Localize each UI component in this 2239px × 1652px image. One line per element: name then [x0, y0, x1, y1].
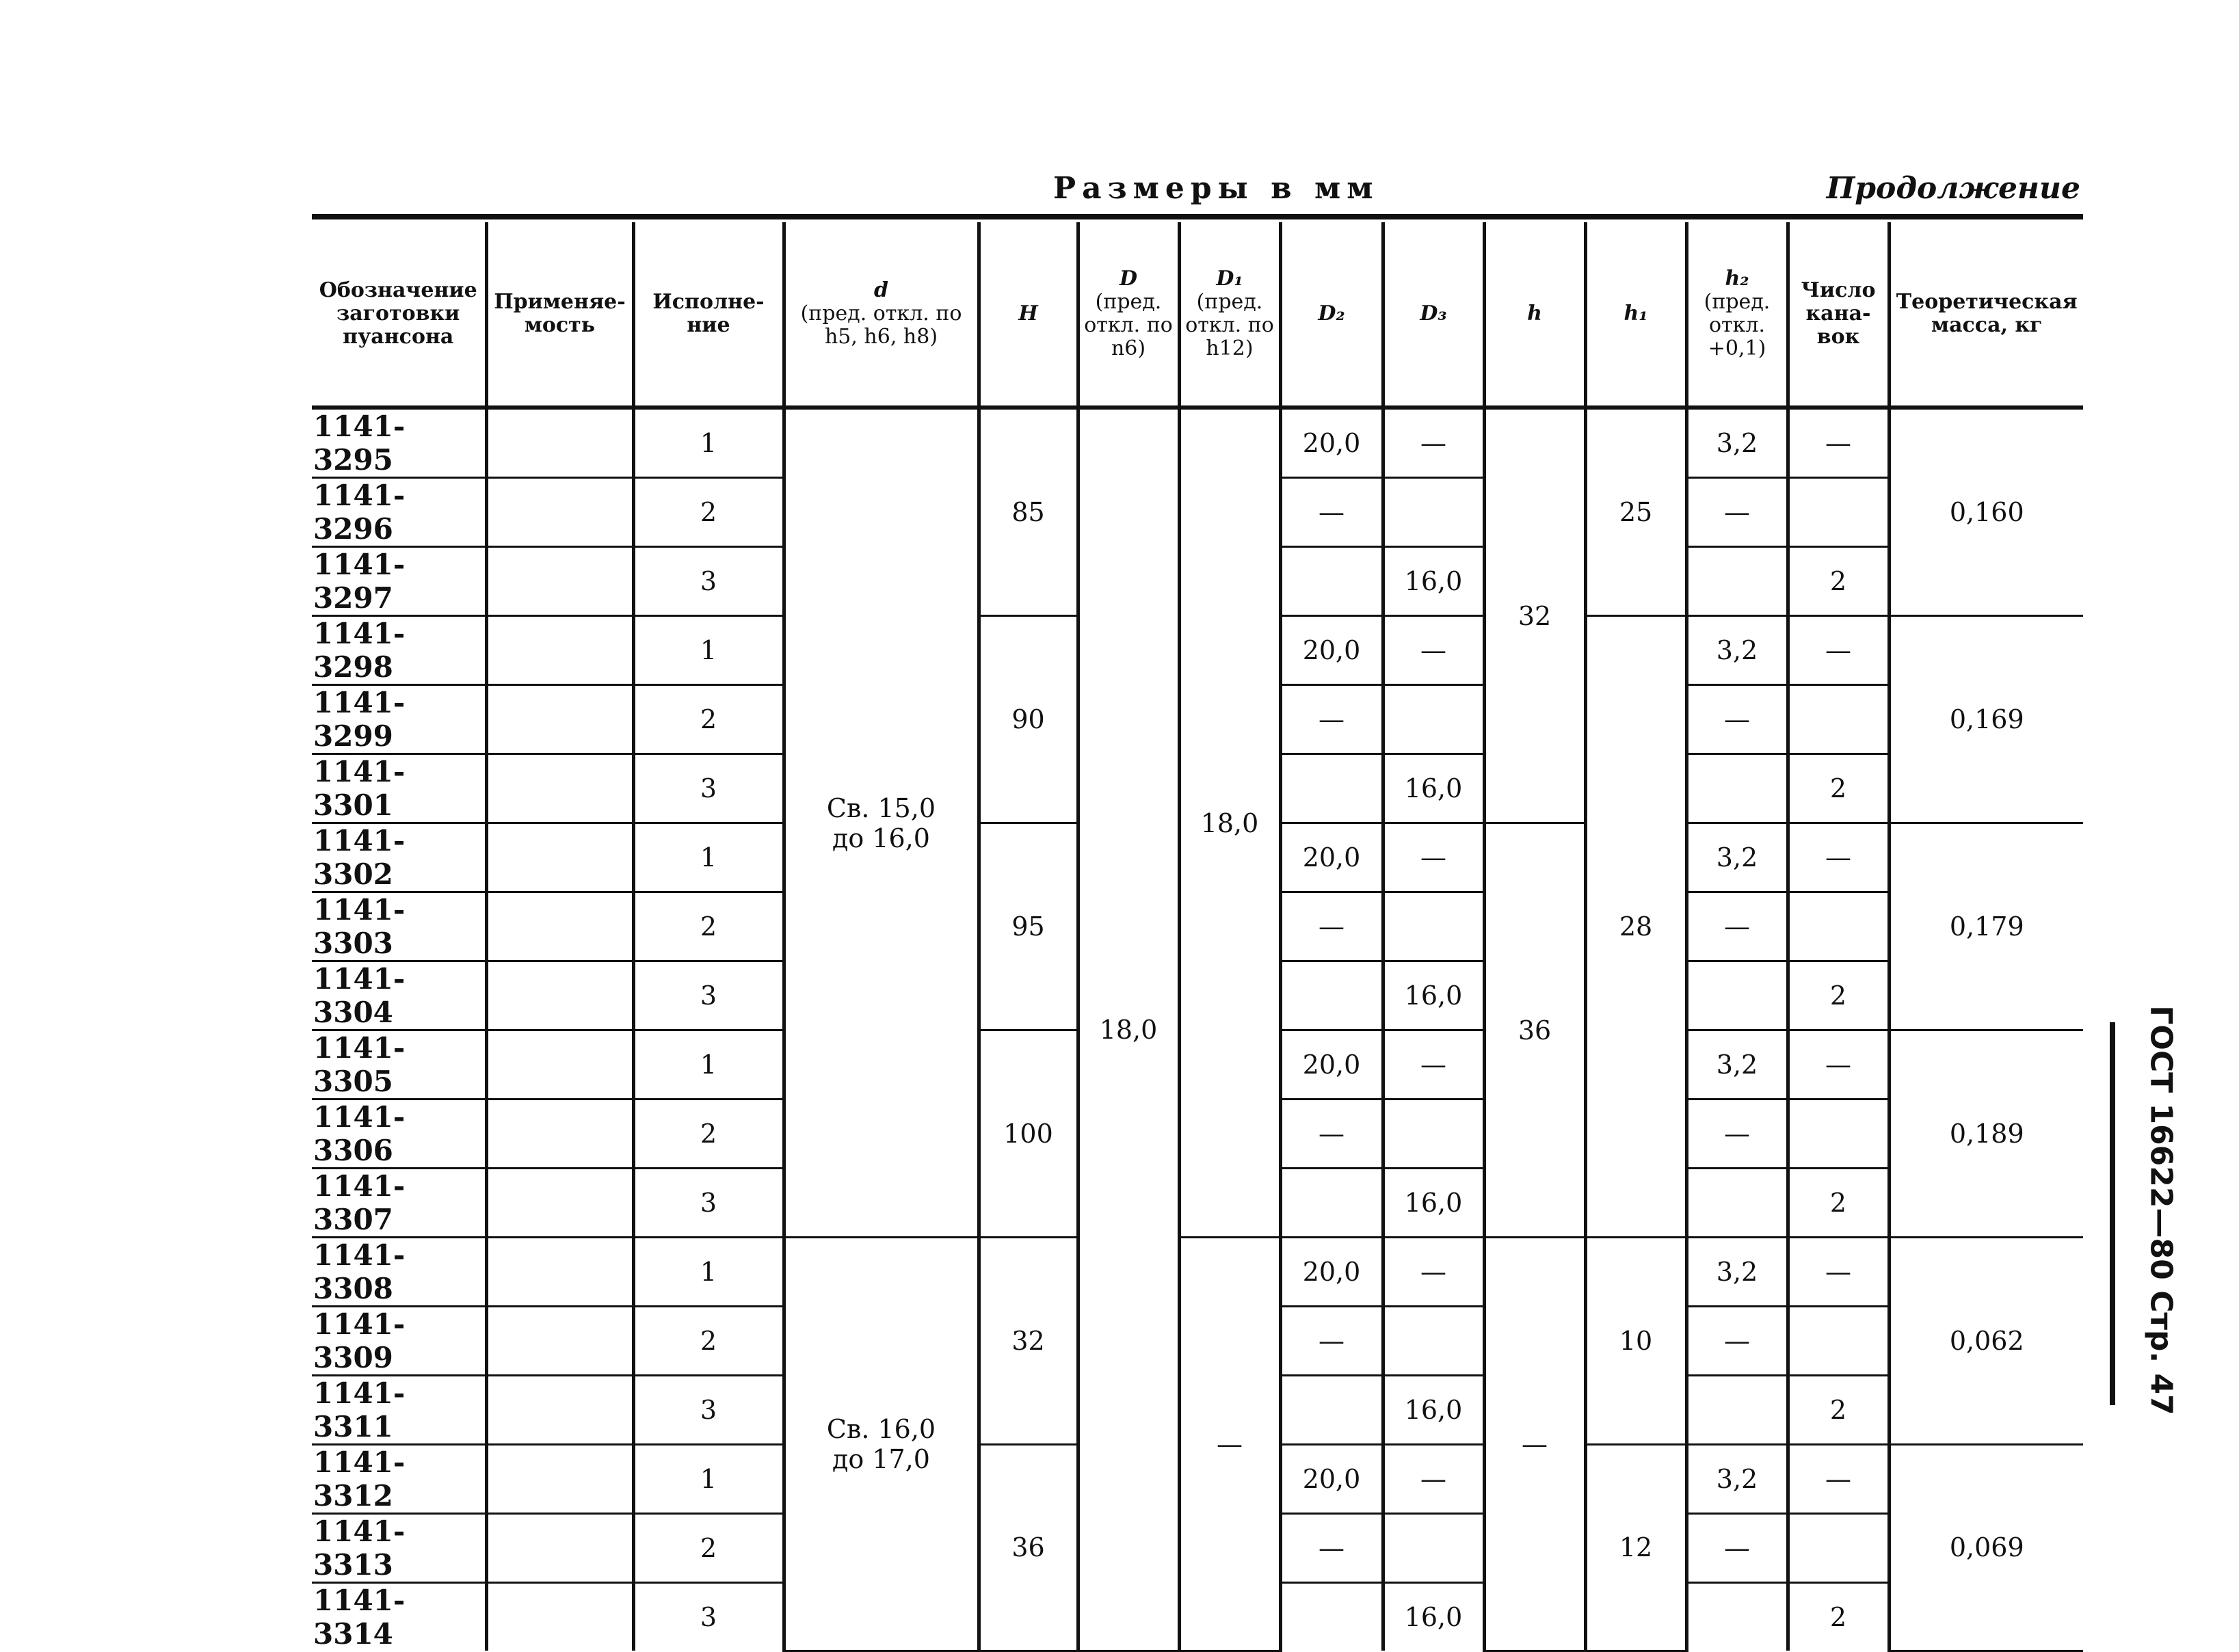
- column-header-sub: (пред. откл. по n6): [1084, 290, 1173, 360]
- column-header-2: [633, 222, 784, 408]
- page-title: Размеры в мм: [1053, 171, 1379, 206]
- h2-cell: 3,2: [1686, 408, 1788, 478]
- side-label-text: ГОСТ 16622—80 Стр. 47: [2143, 1005, 2179, 1415]
- D3-cell: —: [1383, 1238, 1484, 1307]
- d-cell: Св. 16,0 до 17,0: [784, 1238, 979, 1651]
- applicability-cell: [486, 892, 633, 961]
- column-header-12: [1788, 222, 1889, 408]
- column-header-label: Число кана-вок: [1801, 278, 1876, 349]
- applicability-cell: [486, 1169, 633, 1238]
- D3-cell: —: [1383, 408, 1484, 478]
- D2-cell: [1280, 961, 1383, 1030]
- D3-cell: [1383, 1307, 1484, 1376]
- H-cell: 90: [979, 616, 1078, 823]
- applicability-cell: [486, 478, 633, 547]
- grooves-cell: [1788, 892, 1889, 961]
- column-header-label: H: [1018, 302, 1038, 325]
- applicability-cell: [486, 1238, 633, 1307]
- applicability-cell: [486, 1100, 633, 1169]
- column-header-label: h: [1527, 302, 1542, 325]
- column-header-label: Обозначение заготовки пуансона: [319, 278, 477, 349]
- applicability-cell: [486, 1514, 633, 1583]
- column-header-sub: (пред. откл. по h5, h6, h8): [800, 302, 962, 349]
- column-header-label: Исполне-ние: [652, 290, 765, 337]
- D3-cell: 16,0: [1383, 754, 1484, 823]
- D3-cell: [1383, 685, 1484, 754]
- h-cell: —: [1484, 1238, 1585, 1651]
- table-row: [312, 408, 2083, 478]
- designation-cell: 1141-3301: [312, 754, 486, 823]
- D1-cell: 18,0: [1179, 408, 1280, 1238]
- D3-cell: [1383, 1514, 1484, 1583]
- h1-cell: 12: [1585, 1445, 1686, 1651]
- designation-cell: 1141-3307: [312, 1169, 486, 1238]
- variant-cell: 3: [633, 1376, 784, 1445]
- designation-cell: 1141-3306: [312, 1100, 486, 1169]
- variant-cell: 1: [633, 408, 784, 478]
- designation-cell: 1141-3309: [312, 1307, 486, 1376]
- D3-cell: [1383, 1100, 1484, 1169]
- h2-cell: —: [1686, 1100, 1788, 1169]
- h2-cell: 3,2: [1686, 616, 1788, 685]
- designation-cell: 1141-3296: [312, 478, 486, 547]
- column-header-4: [979, 222, 1078, 408]
- designation-cell: 1141-3308: [312, 1238, 486, 1307]
- grooves-cell: 2: [1788, 961, 1889, 1030]
- applicability-cell: [486, 1030, 633, 1100]
- designation-cell: 1141-3302: [312, 823, 486, 892]
- column-header-sub: (пред. откл. по h12): [1185, 290, 1274, 360]
- h2-cell: —: [1686, 1307, 1788, 1376]
- variant-cell: 3: [633, 754, 784, 823]
- grooves-cell: 2: [1788, 1376, 1889, 1445]
- D1-cell: —: [1179, 1238, 1280, 1651]
- applicability-cell: [486, 961, 633, 1030]
- D3-cell: —: [1383, 1030, 1484, 1100]
- variant-cell: 1: [633, 1030, 784, 1100]
- D2-cell: —: [1280, 478, 1383, 547]
- designation-cell: 1141-3305: [312, 1030, 486, 1100]
- mass-cell: 0,179: [1889, 823, 2083, 1030]
- D3-cell: [1383, 478, 1484, 547]
- D3-cell: 16,0: [1383, 1376, 1484, 1445]
- variant-cell: 1: [633, 616, 784, 685]
- variant-cell: 3: [633, 547, 784, 616]
- applicability-cell: [486, 754, 633, 823]
- spec-table: [312, 222, 2083, 1652]
- column-header-0: [312, 222, 486, 408]
- D2-cell: 20,0: [1280, 1445, 1383, 1514]
- column-header-13: [1889, 222, 2083, 408]
- h1-cell: 10: [1585, 1238, 1686, 1445]
- grooves-cell: [1788, 685, 1889, 754]
- designation-cell: 1141-3298: [312, 616, 486, 685]
- mass-cell: 0,160: [1889, 408, 2083, 616]
- side-label: [2141, 1005, 2182, 1415]
- variant-cell: 1: [633, 823, 784, 892]
- D2-cell: —: [1280, 1307, 1383, 1376]
- column-header-6: [1179, 222, 1280, 408]
- applicability-cell: [486, 1445, 633, 1514]
- variant-cell: 2: [633, 478, 784, 547]
- D3-cell: 16,0: [1383, 961, 1484, 1030]
- column-header-5: [1078, 222, 1179, 408]
- D3-cell: —: [1383, 616, 1484, 685]
- applicability-cell: [486, 685, 633, 754]
- h2-cell: 3,2: [1686, 1030, 1788, 1100]
- column-header-label: h₂: [1725, 267, 1749, 291]
- column-header-label: D₁: [1216, 267, 1243, 291]
- mass-cell: 0,069: [1889, 1445, 2083, 1651]
- column-header-label: Применяе-мость: [494, 290, 626, 337]
- applicability-cell: [486, 1307, 633, 1376]
- grooves-cell: [1788, 1100, 1889, 1169]
- designation-cell: 1141-3312: [312, 1445, 486, 1514]
- d-cell: Св. 15,0 до 16,0: [784, 408, 979, 1238]
- D3-cell: 16,0: [1383, 1583, 1484, 1651]
- grooves-cell: 2: [1788, 754, 1889, 823]
- grooves-cell: —: [1788, 1238, 1889, 1307]
- column-header-9: [1484, 222, 1585, 408]
- D2-cell: 20,0: [1280, 408, 1383, 478]
- table-body: [312, 408, 2083, 1651]
- D2-cell: 20,0: [1280, 823, 1383, 892]
- column-header-7: [1280, 222, 1383, 408]
- column-header-sub: (пред. откл. +0,1): [1704, 290, 1771, 360]
- grooves-cell: —: [1788, 1030, 1889, 1100]
- h2-cell: 3,2: [1686, 1238, 1788, 1307]
- column-header-1: [486, 222, 633, 408]
- variant-cell: 3: [633, 1583, 784, 1651]
- column-header-label: d: [874, 278, 888, 302]
- D2-cell: —: [1280, 892, 1383, 961]
- h2-cell: [1686, 754, 1788, 823]
- designation-cell: 1141-3304: [312, 961, 486, 1030]
- column-header-label: h₁: [1624, 302, 1648, 325]
- column-header-8: [1383, 222, 1484, 408]
- D2-cell: [1280, 754, 1383, 823]
- D2-cell: 20,0: [1280, 616, 1383, 685]
- h1-cell: 28: [1585, 616, 1686, 1238]
- D2-cell: [1280, 1376, 1383, 1445]
- designation-cell: 1141-3314: [312, 1583, 486, 1651]
- grooves-cell: —: [1788, 616, 1889, 685]
- h2-cell: [1686, 1376, 1788, 1445]
- D2-cell: —: [1280, 1100, 1383, 1169]
- mass-cell: 0,169: [1889, 616, 2083, 823]
- grooves-cell: [1788, 1514, 1889, 1583]
- column-header-11: [1686, 222, 1788, 408]
- mass-cell: 0,189: [1889, 1030, 2083, 1238]
- designation-cell: 1141-3311: [312, 1376, 486, 1445]
- variant-cell: 1: [633, 1445, 784, 1514]
- grooves-cell: [1788, 1307, 1889, 1376]
- D2-cell: [1280, 1583, 1383, 1651]
- D2-cell: —: [1280, 685, 1383, 754]
- applicability-cell: [486, 547, 633, 616]
- variant-cell: 3: [633, 961, 784, 1030]
- grooves-cell: [1788, 478, 1889, 547]
- D2-cell: [1280, 547, 1383, 616]
- h2-cell: 3,2: [1686, 823, 1788, 892]
- h2-cell: [1686, 1169, 1788, 1238]
- designation-cell: 1141-3297: [312, 547, 486, 616]
- h2-cell: 3,2: [1686, 1445, 1788, 1514]
- grooves-cell: —: [1788, 823, 1889, 892]
- applicability-cell: [486, 616, 633, 685]
- D2-cell: 20,0: [1280, 1238, 1383, 1307]
- continuation-label: Продолжение: [1826, 171, 2080, 206]
- applicability-cell: [486, 408, 633, 478]
- column-header-label: Теоретическая масса, кг: [1896, 290, 2078, 337]
- H-cell: 95: [979, 823, 1078, 1030]
- designation-cell: 1141-3313: [312, 1514, 486, 1583]
- h2-cell: [1686, 961, 1788, 1030]
- page-header: [0, 0, 2239, 219]
- grooves-cell: 2: [1788, 1583, 1889, 1651]
- h2-cell: —: [1686, 1514, 1788, 1583]
- h-cell: 32: [1484, 408, 1585, 823]
- table-row: [312, 1238, 2083, 1307]
- D3-cell: —: [1383, 823, 1484, 892]
- applicability-cell: [486, 1376, 633, 1445]
- D3-cell: —: [1383, 1445, 1484, 1514]
- grooves-cell: —: [1788, 1445, 1889, 1514]
- H-cell: 100: [979, 1030, 1078, 1238]
- variant-cell: 2: [633, 1307, 784, 1376]
- column-header-3: [784, 222, 979, 408]
- D3-cell: 16,0: [1383, 547, 1484, 616]
- D3-cell: [1383, 892, 1484, 961]
- D2-cell: [1280, 1169, 1383, 1238]
- column-header-label: D: [1119, 267, 1137, 291]
- H-cell: 36: [979, 1445, 1078, 1651]
- variant-cell: 2: [633, 1514, 784, 1583]
- top-rule: [312, 214, 2083, 219]
- h2-cell: [1686, 1583, 1788, 1651]
- column-header-label: D₂: [1318, 302, 1345, 325]
- D2-cell: —: [1280, 1514, 1383, 1583]
- mass-cell: 0,062: [1889, 1238, 2083, 1445]
- grooves-cell: —: [1788, 408, 1889, 478]
- column-header-10: [1585, 222, 1686, 408]
- grooves-cell: 2: [1788, 547, 1889, 616]
- h1-cell: 25: [1585, 408, 1686, 616]
- applicability-cell: [486, 823, 633, 892]
- h-cell: 36: [1484, 823, 1585, 1238]
- h2-cell: —: [1686, 685, 1788, 754]
- side-rule: [2110, 1022, 2115, 1405]
- h2-cell: [1686, 547, 1788, 616]
- designation-cell: 1141-3303: [312, 892, 486, 961]
- h2-cell: —: [1686, 478, 1788, 547]
- variant-cell: 2: [633, 1100, 784, 1169]
- applicability-cell: [486, 1583, 633, 1651]
- designation-cell: 1141-3299: [312, 685, 486, 754]
- variant-cell: 3: [633, 1169, 784, 1238]
- H-cell: 85: [979, 408, 1078, 616]
- variant-cell: 1: [633, 1238, 784, 1307]
- variant-cell: 2: [633, 892, 784, 961]
- D2-cell: 20,0: [1280, 1030, 1383, 1100]
- variant-cell: 2: [633, 685, 784, 754]
- table-header: [312, 222, 2083, 408]
- H-cell: 32: [979, 1238, 1078, 1445]
- grooves-cell: 2: [1788, 1169, 1889, 1238]
- designation-cell: 1141-3295: [312, 408, 486, 478]
- column-header-label: D₃: [1420, 302, 1447, 325]
- D3-cell: 16,0: [1383, 1169, 1484, 1238]
- D-cell: 18,0: [1078, 408, 1179, 1651]
- h2-cell: —: [1686, 892, 1788, 961]
